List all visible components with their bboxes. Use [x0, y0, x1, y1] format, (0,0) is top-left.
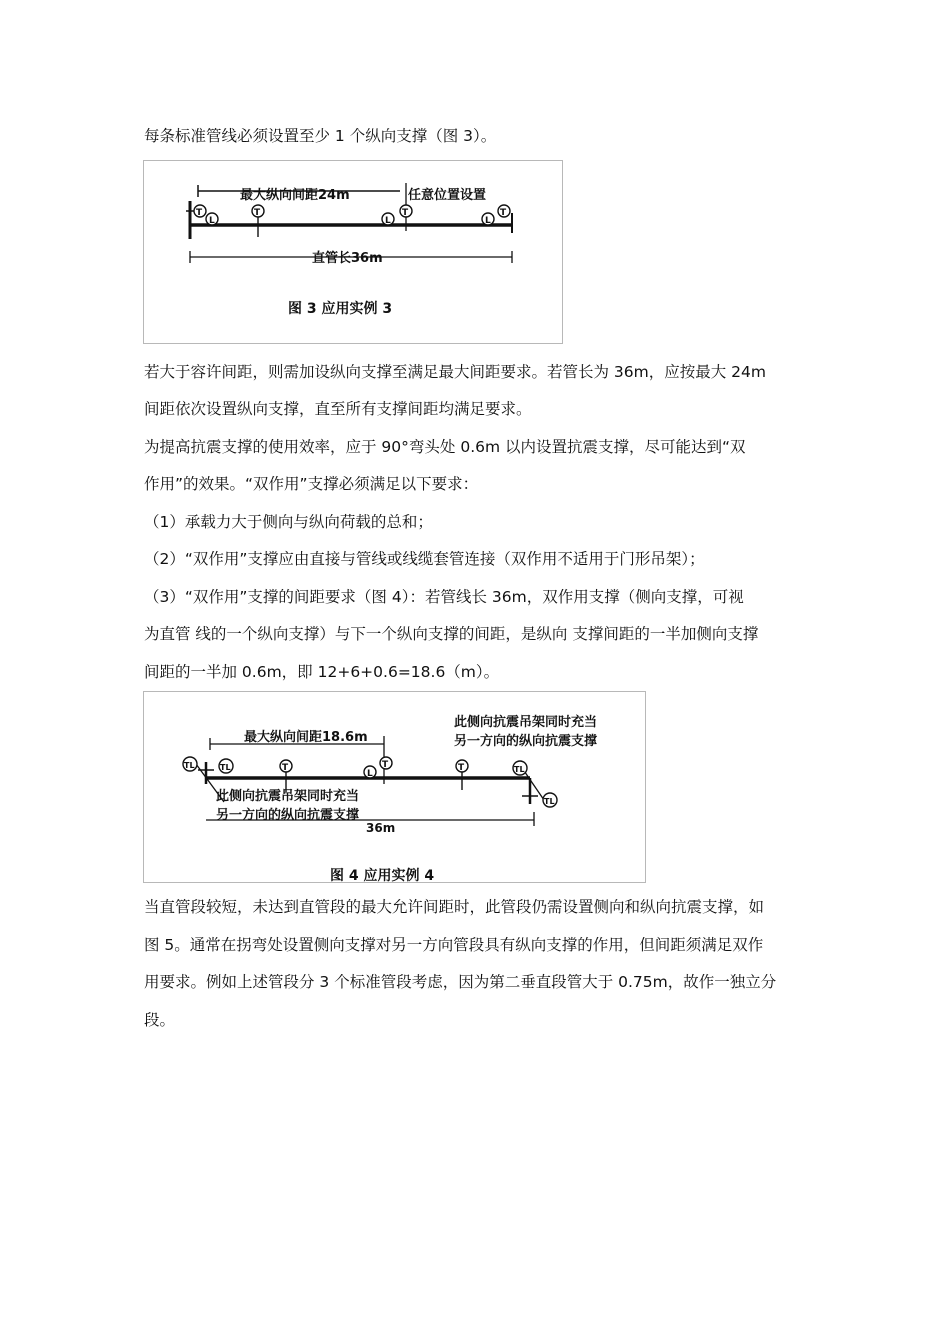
fig4-note-bottom-line2: 另一方向的纵向抗震支撑	[216, 808, 360, 823]
paragraph-line-9: 为直管 线的一个纵向支撑）与下一个纵向支撑的间距，是纵向 支撑间距的一半加侧向支撑	[144, 625, 759, 643]
svg-text:L: L	[209, 216, 215, 226]
paragraph-line-12: 图 5。通常在拐弯处设置侧向支撑对另一方向管段具有纵向支撑的作用，但间距须满足双作	[144, 936, 764, 954]
fig4-support-5	[513, 761, 557, 807]
svg-text:T: T	[382, 760, 389, 770]
svg-text:L: L	[385, 216, 391, 226]
svg-text:T: T	[196, 208, 203, 218]
svg-text:T: T	[402, 208, 409, 218]
paragraph-line-10: 间距的一半加 0.6m，即 12+6+0.6=18.6（m）。	[144, 663, 500, 681]
svg-text:L: L	[485, 216, 491, 226]
fig4-note-bottom-line1: 此侧向抗震吊架同时充当	[216, 789, 360, 804]
paragraph-line-3: 间距依次设置纵向支撑，直至所有支撑间距均满足要求。	[144, 400, 532, 418]
paragraph-line-6: （1）承载力大于侧向与纵向荷载的总和；	[144, 513, 433, 531]
fig4-max-spacing-label: 最大纵向间距18.6m	[244, 730, 368, 745]
paragraph-line-8: （3）“双作用”支撑的间距要求（图 4）：若管线长 36m，双作用支撑（侧向支撑，可视	[144, 588, 744, 606]
fig4-caption: 图 4 应用实例 4	[330, 868, 435, 882]
fig3-caption: 图 3 应用实例 3	[288, 301, 393, 317]
fig3-support-4	[482, 205, 510, 226]
svg-text:L: L	[367, 769, 373, 779]
fig3-support-3	[382, 205, 412, 226]
paragraph-line-11: 当直管段较短，未达到直管段的最大允许间距时，此管段仍需设置侧向和纵向抗震支撑，如	[144, 898, 765, 916]
svg-text:TL: TL	[184, 761, 195, 770]
fig4-note-top-line1: 此侧向抗震吊架同时充当	[454, 715, 598, 730]
svg-text:TL: TL	[514, 765, 525, 774]
fig3-max-spacing-label: 最大纵向间距24m	[240, 188, 350, 203]
fig4-support-3	[364, 757, 392, 779]
paragraph-line-5: 作用”的效果。“双作用”支撑必须满足以下要求：	[144, 475, 479, 493]
paragraph-line-1: 每条标准管线必须设置至少 1 个纵向支撑（图 3）。	[144, 127, 497, 145]
fig3-support-1	[194, 205, 218, 226]
svg-text:T: T	[500, 208, 507, 218]
fig3-pipe-length-label: 直管长36m	[312, 251, 383, 266]
fig3-support-2	[252, 205, 264, 237]
paragraph-line-13: 用要求。例如上述管段分 3 个标准管段考虑，因为第二垂直段管大于 0.75m，故作一独立分	[144, 973, 777, 991]
svg-text:T: T	[282, 763, 289, 773]
paragraph-line-14: 段。	[144, 1011, 176, 1029]
figure-4	[143, 691, 646, 883]
fig3-any-position-label: 任意位置设置	[408, 188, 487, 203]
svg-text:T: T	[254, 208, 261, 218]
paragraph-line-2: 若大于容许间距，则需加设纵向支撑至满足最大间距要求。若管长为 36m，应按最大 24m	[144, 363, 767, 381]
svg-text:TL: TL	[544, 797, 555, 806]
fig4-note-top-line2: 另一方向的纵向抗震支撑	[454, 734, 598, 749]
svg-text:TL: TL	[220, 763, 231, 772]
figure-3	[143, 160, 563, 344]
svg-text:T: T	[458, 763, 465, 773]
fig4-support-4	[456, 760, 468, 790]
fig4-support-2	[280, 760, 292, 792]
paragraph-line-4: 为提高抗震支撑的使用效率，应于 90°弯头处 0.6m 以内设置抗震支撑，尽可能达到“双	[144, 438, 746, 456]
paragraph-line-7: （2）“双作用”支撑应由直接与管线或线缆套管连接（双作用不适用于门形吊架）；	[144, 550, 705, 568]
fig4-length-label: 36m	[366, 821, 396, 835]
